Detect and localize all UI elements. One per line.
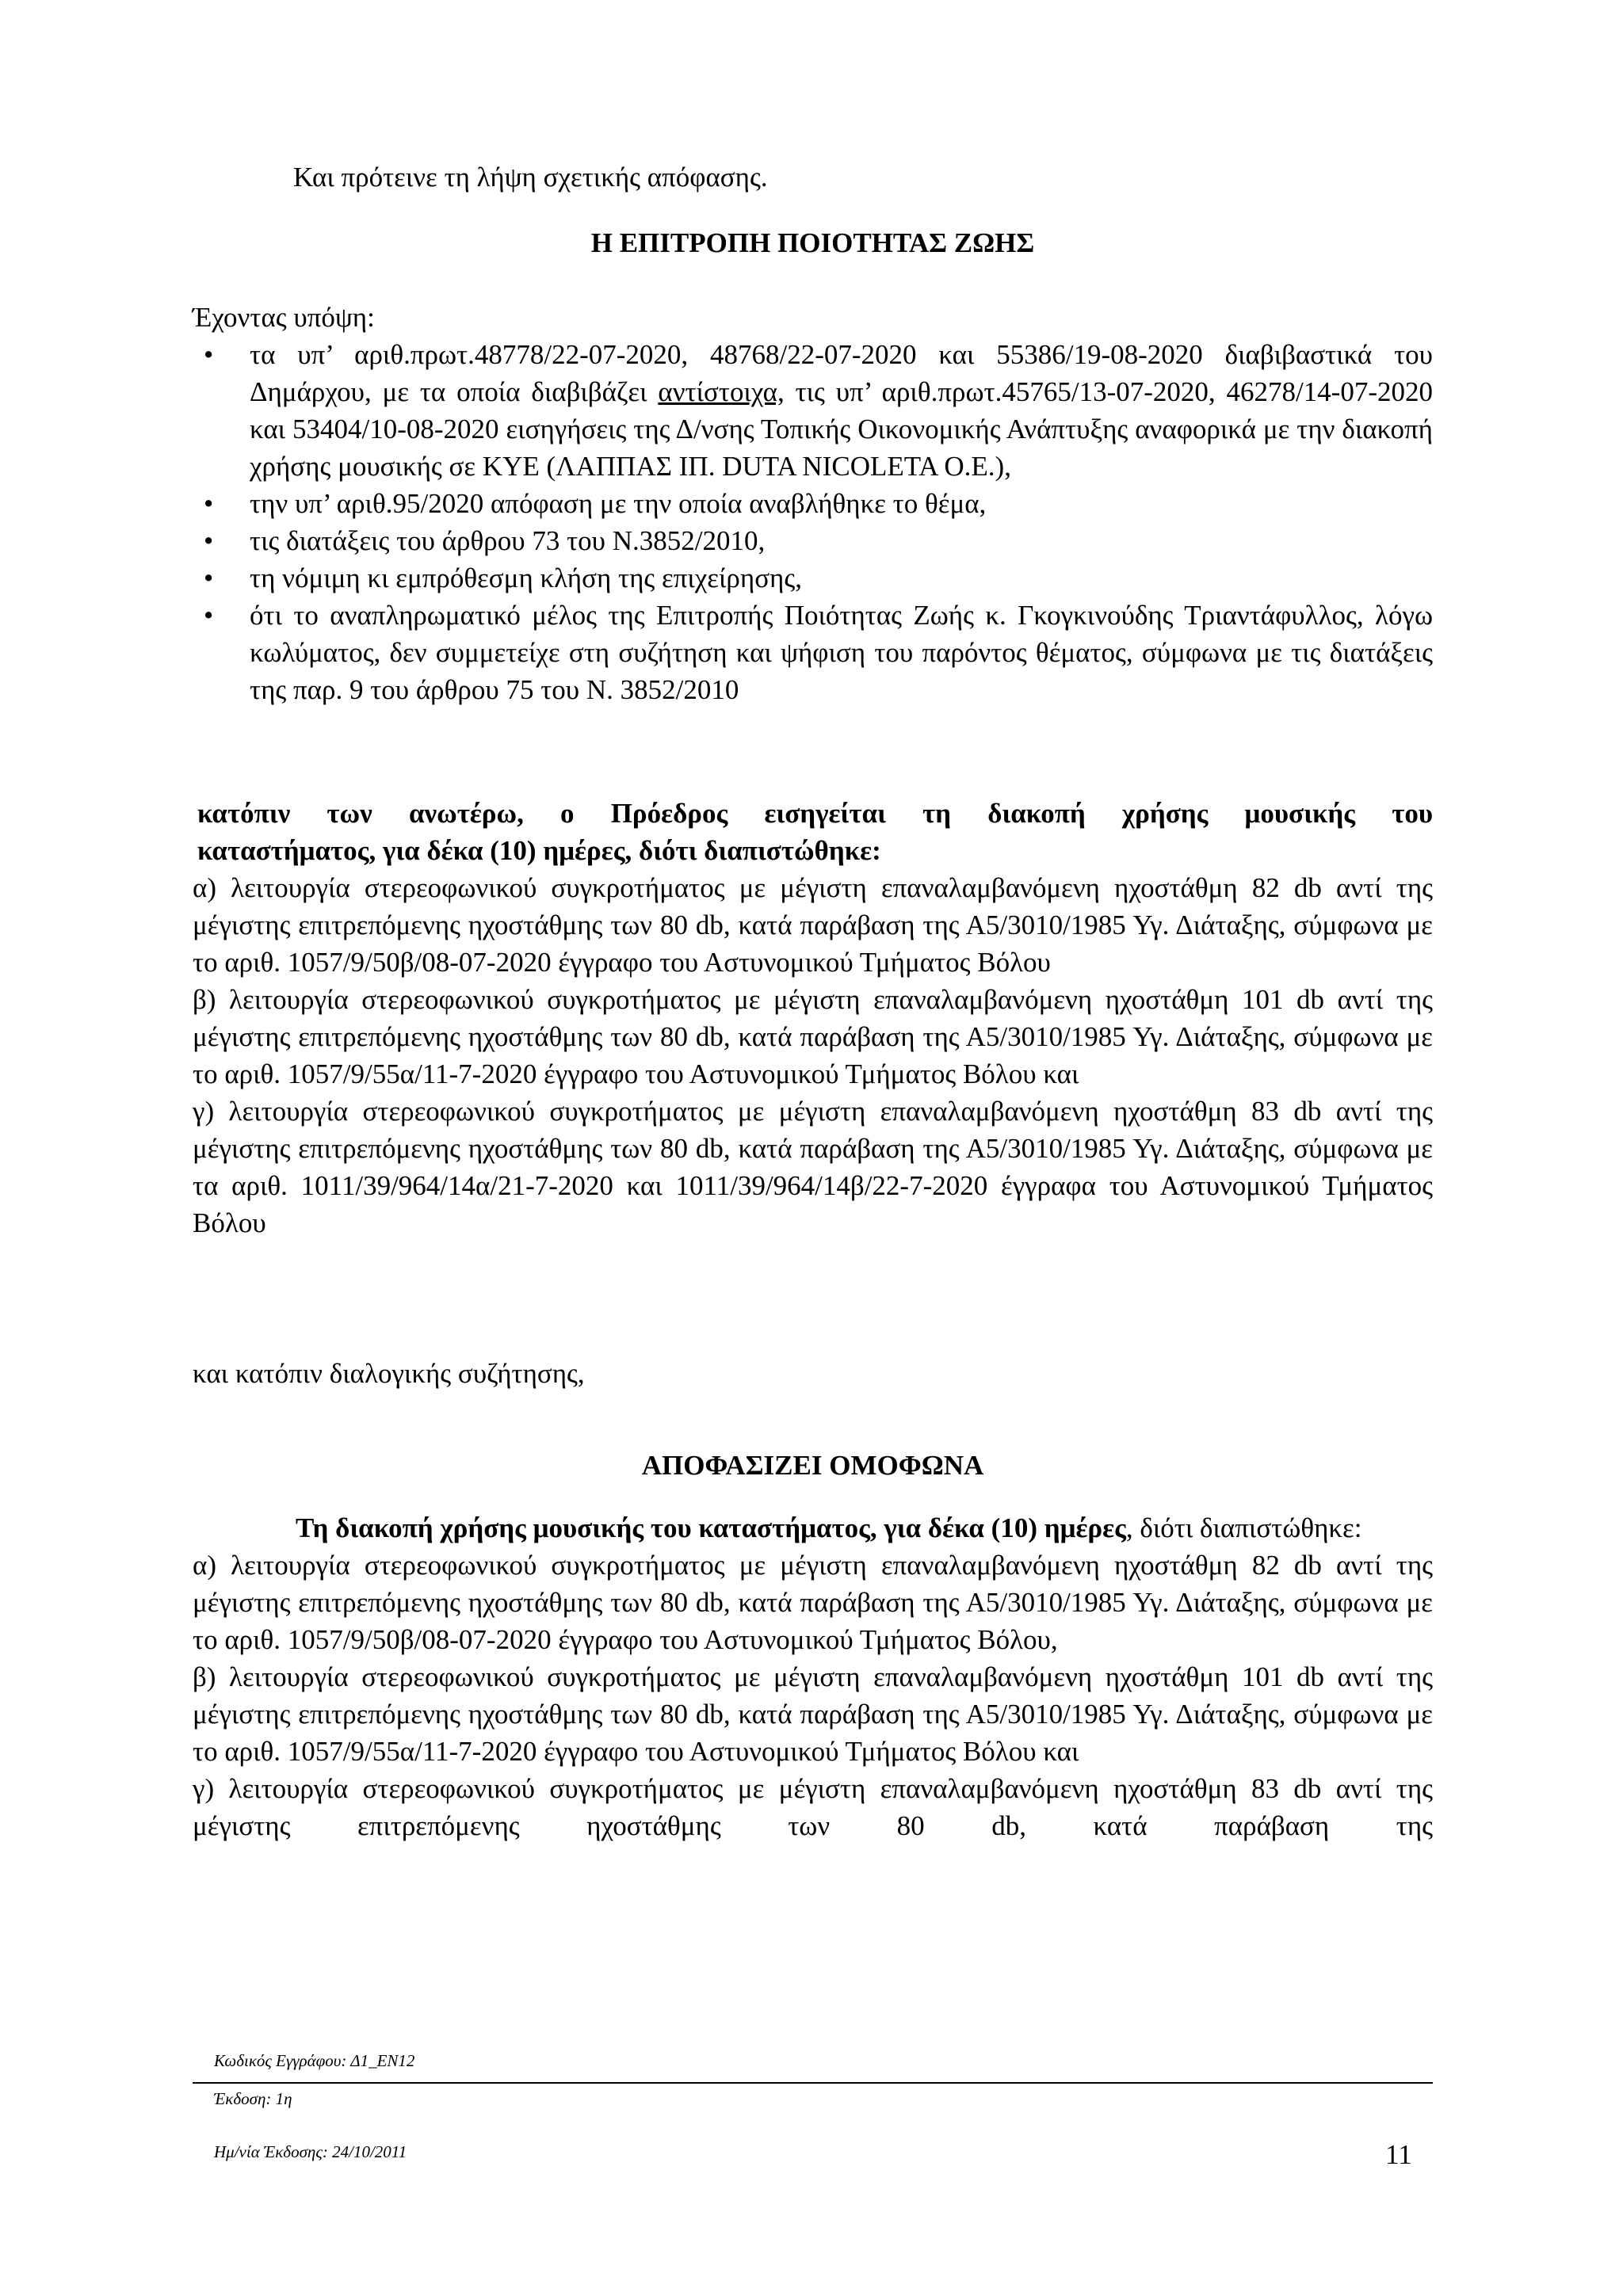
considering-label: Έχοντας υπόψη: [193,302,375,333]
list-item-text: τη νόμιμη κι εμπρόθεσμη κλήση της επιχείρησης, [250,563,802,593]
bullet-icon: • [204,488,214,519]
footer-edition-date: Ημ/νία Έκδοσης: 24/10/2011 [214,2142,407,2161]
committee-heading: Η ΕΠΙΤΡΟΠΗ ΠΟΙΟΤΗΤΑΣ ΖΩΗΣ [590,227,1035,258]
bullet-icon: • [204,600,214,631]
list-item [193,597,1433,708]
considerations-list [193,336,1433,708]
footer-document-code: Κωδικός Εγγράφου: Δ1_ΕΝ12 [214,2051,415,2070]
page-number: 11 [1385,2139,1412,2170]
list-item [193,485,1433,522]
decision-lead [193,1509,1433,1547]
decision-item-b: β) λειτουργία στερεοφωνικού συγκροτήματος με μέγιστη επαναλαμβανόμενη ηχοστάθμη 101 db αντί της μέγιστης επιτρεπόμενης ηχοστάθμης των 80 db, κατά παράβαση της Α5/3010/1985 Υγ. Διάταξης, σύμφωνα με το αριθ. 1057/9/55α/11-7-2020 έγγραφο του Αστυνομικού Τμήματος Βόλου και [193,1661,1433,1767]
bullet-icon: • [204,525,214,556]
footer-divider [193,2082,1433,2084]
bullet-icon: • [204,339,214,370]
dialog-line: και κατόπιν διαλογικής συζήτησης, [193,1358,585,1389]
decision-lead-rest: , διότι διαπιστώθηκε: [1125,1512,1362,1543]
list-item [193,559,1433,597]
decision-heading: ΑΠΟΦΑΣΙΖΕΙ ΟΜΟΦΩΝΑ [641,1450,984,1481]
list-item-text: την υπ’ αριθ.95/2020 απόφαση με την οποία αναβλήθηκε το θέμα, [250,488,987,519]
list-item [193,336,1433,485]
decision-lead-bold: Τη διακοπή χρήσης μουσικής του καταστήματος, για δέκα (10) ημέρες [296,1512,1126,1543]
proposal-item-c: γ) λειτουργία στερεοφωνικού συγκροτήματος με μέγιστη επαναλαμβανόμενη ηχοστάθμη 83 db αντί της μέγιστης επιτρεπόμενης ηχοστάθμης των 80 db, κατά παράβαση της Α5/3010/1985 Υγ. Διάταξης, σύμφωνα με τα αριθ. 1011/39/964/14α/21-7-2020 και 1011/39/964/14β/22-7-2020 έγγραφα του Αστυνομικού Τμήματος Βόλου [193,1096,1433,1238]
decision-section [193,1509,1433,1844]
list-item-text: τις υπ’ αριθ.πρωτ.45765/13-07-2020, 46278/14-07-2020 και 53404/10-08-2020 εισηγήσεις της Δ/νσης Τοπικής Οικονομικής Ανάπτυξης αναφορικά με την διακοπή χρήσης μουσικής σε ΚΥΕ (ΛΑΠΠΑΣ ΙΠ. DUTA NICOLETA Ο.Ε.), [250,376,1433,482]
bullet-icon: • [204,563,214,593]
decision-item-c: γ) λειτουργία στερεοφωνικού συγκροτήματος με μέγιστη επαναλαμβανόμενη ηχοστάθμη 83 db αντί της μέγιστης επιτρεπόμενης ηχοστάθμης των 80 db, κατά παράβαση της [193,1773,1433,1841]
underlined-word: αντίστοιχα, [658,376,785,407]
proposal-lead: κατόπιν των ανωτέρω, ο Πρόεδρος εισηγείται τη διακοπή χρήσης μουσικής του [197,798,1433,829]
list-item-text: ότι το αναπληρωματικό μέλος της Επιτροπής Ποιότητας Ζωής κ. Γκογκινούδης Τριαντάφυλλος, λόγω κωλύματος, δεν συμμετείχε στη συζήτηση και ψήφιση του παρόντος θέματος, σύμφωνα με τις διατάξεις της παρ. 9 του άρθρου 75 του Ν. 3852/2010 [250,600,1433,705]
proposal-lead-continued: καταστήματος, για δέκα (10) ημέρες, διότι διαπιστώθηκε: [197,835,881,866]
list-item-text: τις διατάξεις του άρθρου 73 του Ν.3852/2010, [250,525,766,556]
proposal-item-b: β) λειτουργία στερεοφωνικού συγκροτήματος με μέγιστη επαναλαμβανόμενη ηχοστάθμη 101 db αντί της μέγιστης επιτρεπόμενης ηχοστάθμης των 80 db, κατά παράβαση της Α5/3010/1985 Υγ. Διάταξης, σύμφωνα με το αριθ. 1057/9/55α/11-7-2020 έγγραφο του Αστυνομικού Τμήματος Βόλου και [193,984,1433,1089]
proposal-item-a: α) λειτουργία στερεοφωνικού συγκροτήματος με μέγιστη επαναλαμβανόμενη ηχοστάθμη 82 db αντί της μέγιστης επιτρεπόμενης ηχοστάθμης των 80 db, κατά παράβαση της Α5/3010/1985 Υγ. Διάταξης, σύμφωνα με το αριθ. 1057/9/50β/08-07-2020 έγγραφο του Αστυνομικού Τμήματος Βόλου [193,872,1433,978]
intro-line: Και πρότεινε τη λήψη σχετικής απόφασης. [293,162,768,193]
proposal-section [193,795,1433,1241]
list-item-text: τα υπ’ αριθ.πρωτ.48778/22-07-2020, 48768/22-07-2020 και 55386/19-08-2020 διαβιβαστικά του Δημάρχου, με τα οποία διαβιβάζει [250,339,1433,407]
decision-item-a: α) λειτουργία στερεοφωνικού συγκροτήματος με μέγιστη επαναλαμβανόμενη ηχοστάθμη 82 db αντί της μέγιστης επιτρεπόμενης ηχοστάθμης των 80 db, κατά παράβαση της Α5/3010/1985 Υγ. Διάταξης, σύμφωνα με το αριθ. 1057/9/50β/08-07-2020 έγγραφο του Αστυνομικού Τμήματος Βόλου, [193,1550,1433,1655]
footer-edition: Έκδοση: 1η [214,2089,292,2108]
list-item [193,522,1433,559]
